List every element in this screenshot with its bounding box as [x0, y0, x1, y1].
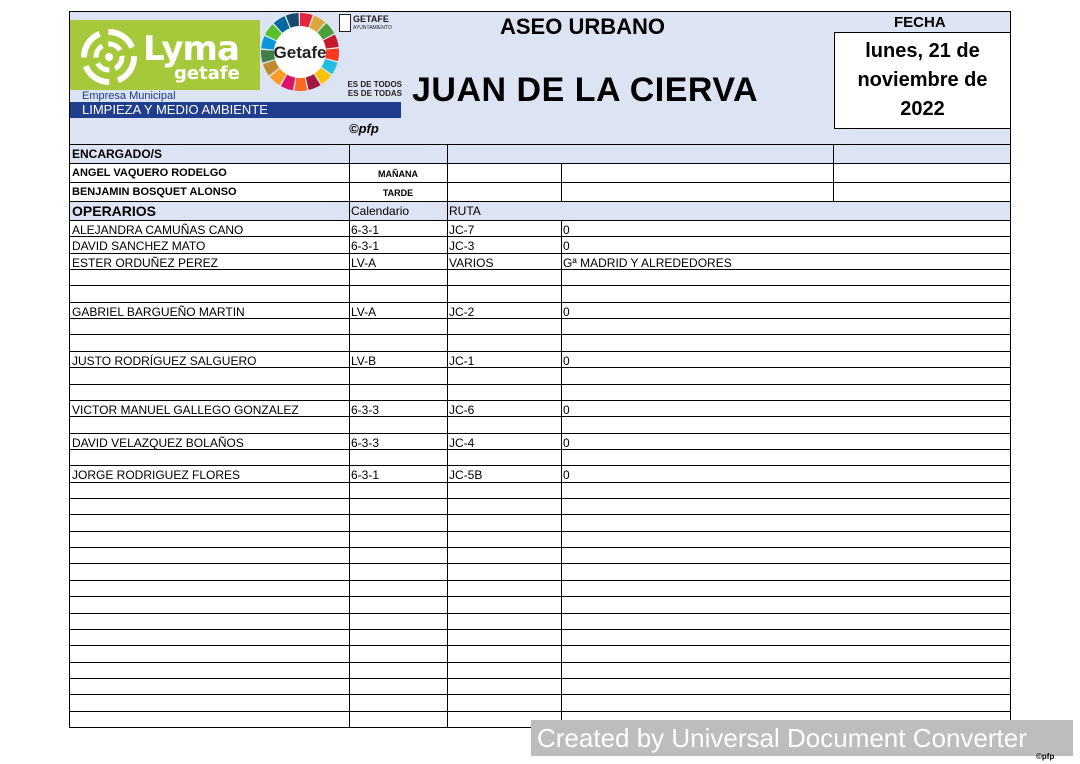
- operario-detalle: 0: [563, 353, 570, 368]
- encargado-turno: MAÑANA: [378, 169, 418, 179]
- fecha-line-2: noviembre de: [857, 69, 988, 91]
- operario-row: [70, 483, 1010, 499]
- operario-ruta: [447, 581, 561, 596]
- column-divider: [349, 202, 350, 220]
- encargado-name: ANGEL VAQUERO RODELGO: [72, 167, 227, 179]
- operario-ruta: [447, 499, 561, 514]
- operario-detalle: [561, 646, 1010, 661]
- column-divider: [447, 303, 448, 318]
- column-divider: [447, 417, 448, 432]
- column-divider: [447, 145, 448, 163]
- operario-name: [70, 581, 349, 596]
- operario-detalle: [561, 679, 1010, 694]
- operario-calendario: [349, 515, 447, 530]
- column-divider: [447, 466, 448, 481]
- lyma-swirl-icon: [80, 28, 138, 86]
- column-divider: [447, 183, 448, 201]
- column-divider: [561, 630, 562, 645]
- column-divider: [349, 368, 350, 383]
- operario-name: ESTER ORDUÑEZ PEREZ: [72, 255, 219, 270]
- location-title: JUAN DE LA CIERVA: [412, 71, 759, 109]
- operario-row: [70, 237, 1010, 253]
- copyright-label: ©pfp: [349, 121, 379, 136]
- crest-sub: AYUNTAMIENTO: [353, 25, 392, 31]
- operario-name: [70, 695, 349, 710]
- operario-ruta: [447, 548, 561, 563]
- column-divider: [349, 221, 350, 236]
- column-divider: [561, 499, 562, 514]
- operario-ruta: JC-3: [449, 239, 475, 253]
- column-divider: [349, 254, 350, 269]
- operario-row: [70, 221, 1010, 237]
- column-divider: [349, 183, 350, 201]
- operario-detalle: [561, 483, 1010, 498]
- column-divider: [561, 695, 562, 710]
- empresa-label: Empresa Municipal: [70, 90, 260, 102]
- operario-name: [70, 712, 349, 727]
- column-divider: [447, 695, 448, 710]
- operario-detalle: [561, 319, 1010, 334]
- operario-calendario: [349, 548, 447, 563]
- operario-ruta: [447, 483, 561, 498]
- operario-name: GABRIEL BARGUEÑO MARTIN: [72, 304, 245, 319]
- column-divider: [561, 564, 562, 579]
- operario-detalle: [561, 581, 1010, 596]
- column-divider: [349, 237, 350, 252]
- sheet-header: [70, 12, 1010, 145]
- column-divider: [561, 614, 562, 629]
- operario-row: [70, 335, 1010, 351]
- column-divider: [447, 663, 448, 678]
- column-divider: [561, 515, 562, 530]
- operario-calendario: [349, 319, 447, 334]
- operario-name: [70, 499, 349, 514]
- operario-detalle: 0: [563, 239, 570, 253]
- operario-ruta: JC-7: [449, 223, 475, 237]
- column-divider: [349, 401, 350, 416]
- operario-name: DAVID SANCHEZ MATO: [72, 239, 206, 253]
- column-divider: [561, 352, 562, 367]
- column-divider: [447, 614, 448, 629]
- column-divider: [561, 466, 562, 481]
- lyma-brand-text: Lyma: [143, 29, 239, 69]
- column-divider: [561, 483, 562, 498]
- operario-calendario: [349, 385, 447, 400]
- column-divider: [349, 145, 350, 163]
- column-divider: [561, 368, 562, 383]
- column-divider: [349, 319, 350, 334]
- column-divider: [349, 286, 350, 301]
- operario-name: [70, 614, 349, 629]
- operarios-title: OPERARIOS: [72, 203, 157, 219]
- column-divider: [349, 646, 350, 661]
- column-divider: [447, 319, 448, 334]
- operario-calendario: [349, 597, 447, 612]
- column-divider: [349, 695, 350, 710]
- column-divider: [561, 679, 562, 694]
- operario-row: [70, 254, 1010, 270]
- operario-row: [70, 401, 1010, 417]
- column-divider: [447, 581, 448, 596]
- column-divider: [447, 499, 448, 514]
- column-divider: [349, 663, 350, 678]
- operario-detalle: [561, 335, 1010, 350]
- operario-calendario: LV-B: [351, 353, 377, 368]
- operario-calendario: LV-A: [351, 304, 377, 319]
- operario-row: [70, 450, 1010, 466]
- column-divider: [349, 630, 350, 645]
- column-header-calendario: Calendario: [351, 204, 410, 218]
- operario-name: [70, 663, 349, 678]
- crest-shield-icon: [339, 14, 351, 32]
- operario-ruta: VARIOS: [449, 255, 494, 270]
- operario-calendario: [349, 368, 447, 383]
- operario-row: [70, 515, 1010, 531]
- operario-calendario: [349, 483, 447, 498]
- operario-ruta: [447, 515, 561, 530]
- operario-detalle: [561, 630, 1010, 645]
- column-divider: [349, 515, 350, 530]
- operario-ruta: JC-4: [449, 435, 475, 449]
- operario-ruta: [447, 630, 561, 645]
- column-divider: [349, 352, 350, 367]
- operario-name: [70, 483, 349, 498]
- operario-calendario: 6-3-1: [351, 468, 380, 482]
- column-divider: [561, 532, 562, 547]
- column-divider: [447, 548, 448, 563]
- column-divider: [561, 221, 562, 236]
- operario-ruta: [447, 319, 561, 334]
- operario-ruta: JC-2: [449, 304, 475, 319]
- operario-detalle: [561, 614, 1010, 629]
- operario-row: [70, 532, 1010, 548]
- operario-detalle: Gª MADRID Y ALREDEDORES: [563, 255, 732, 270]
- column-divider: [447, 352, 448, 367]
- fecha-line-3: 2022: [900, 98, 945, 120]
- eslogan-line-1: ES DE TODOS: [347, 80, 402, 89]
- operario-row: [70, 630, 1010, 646]
- operario-calendario: [349, 581, 447, 596]
- column-divider: [349, 483, 350, 498]
- operario-name: ALEJANDRA CAMUÑAS CANO: [72, 223, 244, 237]
- column-divider: [349, 581, 350, 596]
- operario-calendario: [349, 630, 447, 645]
- column-divider: [561, 164, 562, 182]
- column-divider: [561, 401, 562, 416]
- column-divider: [447, 712, 448, 727]
- operario-name: [70, 335, 349, 350]
- operario-detalle: [561, 564, 1010, 579]
- operario-row: [70, 679, 1010, 695]
- operario-ruta: [447, 679, 561, 694]
- column-divider: [561, 417, 562, 432]
- operario-row: [70, 466, 1010, 482]
- spreadsheet-page: [69, 11, 1011, 728]
- operario-detalle: [561, 450, 1010, 465]
- operario-calendario: [349, 286, 447, 301]
- operario-detalle: [561, 417, 1010, 432]
- watermark: Created by Universal Document Converter: [531, 720, 1073, 756]
- operario-row: [70, 417, 1010, 433]
- column-divider: [447, 254, 448, 269]
- column-divider: [561, 303, 562, 318]
- operario-calendario: [349, 646, 447, 661]
- column-divider: [349, 303, 350, 318]
- operario-calendario: 6-3-3: [351, 402, 380, 417]
- column-divider: [447, 335, 448, 350]
- operario-row: [70, 499, 1010, 515]
- operario-row: [70, 270, 1010, 286]
- column-divider: [349, 597, 350, 612]
- operario-row: [70, 368, 1010, 384]
- operario-detalle: [561, 385, 1010, 400]
- encargado-turno: TARDE: [382, 188, 414, 198]
- operario-detalle: [561, 499, 1010, 514]
- getafe-sdg-wheel-icon: [260, 12, 340, 92]
- column-divider: [447, 401, 448, 416]
- operario-row: [70, 286, 1010, 302]
- operario-row: [70, 352, 1010, 368]
- column-divider: [561, 548, 562, 563]
- operario-detalle: 0: [563, 402, 570, 417]
- operario-name: JUSTO RODRÍGUEZ SALGUERO: [72, 353, 257, 368]
- operario-name: JORGE RODRIGUEZ FLORES: [72, 468, 241, 482]
- operario-detalle: [561, 286, 1010, 301]
- column-divider: [447, 679, 448, 694]
- footer-note: ©pfp: [1036, 752, 1055, 761]
- operario-name: [70, 368, 349, 383]
- operario-detalle: 0: [563, 223, 570, 237]
- operario-detalle: 0: [563, 468, 570, 482]
- operario-ruta: [447, 532, 561, 547]
- column-divider: [447, 237, 448, 252]
- column-divider: [447, 450, 448, 465]
- column-divider: [447, 646, 448, 661]
- operario-detalle: [561, 663, 1010, 678]
- operario-ruta: [447, 646, 561, 661]
- operario-row: [70, 614, 1010, 630]
- operario-name: [70, 286, 349, 301]
- column-divider: [561, 450, 562, 465]
- column-divider: [447, 564, 448, 579]
- lyma-logo: [70, 20, 260, 92]
- operarios-header-row: [70, 202, 1010, 221]
- operario-name: [70, 679, 349, 694]
- operario-row: [70, 548, 1010, 564]
- operario-ruta: [447, 335, 561, 350]
- operario-calendario: [349, 270, 447, 285]
- operario-row: [70, 564, 1010, 580]
- column-divider: [561, 434, 562, 449]
- operario-calendario: [349, 499, 447, 514]
- operario-name: [70, 515, 349, 530]
- column-header-ruta: RUTA: [449, 204, 481, 218]
- column-divider: [447, 515, 448, 530]
- operario-name: [70, 532, 349, 547]
- lyma-brand-sub: getafe: [174, 63, 240, 84]
- operario-detalle: [561, 597, 1010, 612]
- operario-calendario: [349, 695, 447, 710]
- crest-label: GETAFE: [353, 14, 389, 24]
- operario-calendario: 6-3-1: [351, 223, 380, 237]
- fecha-line-1: lunes, 21 de: [865, 40, 980, 62]
- column-divider: [349, 679, 350, 694]
- column-divider: [561, 385, 562, 400]
- operario-ruta: [447, 286, 561, 301]
- column-divider: [561, 319, 562, 334]
- operario-calendario: 6-3-3: [351, 435, 380, 449]
- operario-calendario: [349, 663, 447, 678]
- operario-name: [70, 630, 349, 645]
- operario-ruta: [447, 450, 561, 465]
- operario-ruta: [447, 385, 561, 400]
- operario-calendario: [349, 450, 447, 465]
- column-divider: [447, 270, 448, 285]
- fecha-label: FECHA: [894, 14, 946, 31]
- column-divider: [561, 335, 562, 350]
- column-divider: [349, 270, 350, 285]
- operario-ruta: JC-5B: [449, 468, 483, 482]
- fecha-value: [834, 32, 1011, 129]
- operario-detalle: [561, 695, 1010, 710]
- column-divider: [561, 237, 562, 252]
- operario-row: [70, 319, 1010, 335]
- column-divider: [349, 614, 350, 629]
- column-divider: [447, 597, 448, 612]
- operario-calendario: [349, 532, 447, 547]
- operario-detalle: 0: [563, 304, 570, 319]
- operario-detalle: [561, 548, 1010, 563]
- operario-ruta: [447, 368, 561, 383]
- column-divider: [447, 434, 448, 449]
- operario-detalle: [561, 368, 1010, 383]
- operario-name: [70, 597, 349, 612]
- encargados-header-row: [70, 145, 1010, 164]
- column-divider: [447, 221, 448, 236]
- operario-ruta: JC-1: [449, 353, 475, 368]
- operario-row: [70, 581, 1010, 597]
- operario-row: [70, 695, 1010, 711]
- operario-name: [70, 646, 349, 661]
- operario-name: [70, 270, 349, 285]
- column-divider: [349, 548, 350, 563]
- operario-detalle: [561, 532, 1010, 547]
- department-label: LIMPIEZA Y MEDIO AMBIENTE: [70, 102, 401, 118]
- column-divider: [349, 466, 350, 481]
- operario-name: [70, 417, 349, 432]
- column-divider: [561, 581, 562, 596]
- encargados-title: ENCARGADO/S: [72, 147, 163, 161]
- column-divider: [447, 368, 448, 383]
- operario-ruta: [447, 614, 561, 629]
- operario-name: [70, 319, 349, 334]
- operario-ruta: [447, 417, 561, 432]
- column-divider: [349, 499, 350, 514]
- operario-detalle: 0: [563, 435, 570, 449]
- column-divider: [349, 417, 350, 432]
- eslogan-line-2: ES DE TODAS: [347, 89, 402, 98]
- column-divider: [447, 630, 448, 645]
- operario-ruta: [447, 564, 561, 579]
- column-divider: [349, 712, 350, 727]
- column-divider: [561, 270, 562, 285]
- operario-detalle: [561, 515, 1010, 530]
- column-divider: [561, 183, 562, 201]
- operario-name: [70, 450, 349, 465]
- operario-name: [70, 385, 349, 400]
- operario-calendario: [349, 614, 447, 629]
- operario-calendario: 6-3-1: [351, 239, 380, 253]
- eslogan: [334, 80, 402, 98]
- operario-calendario: [349, 712, 447, 727]
- operario-calendario: [349, 564, 447, 579]
- operario-calendario: [349, 335, 447, 350]
- column-divider: [447, 286, 448, 301]
- operario-row: [70, 646, 1010, 662]
- column-divider: [561, 663, 562, 678]
- encargado-name: BENJAMIN BOSQUET ALONSO: [72, 186, 237, 198]
- operario-calendario: LV-A: [351, 255, 377, 270]
- encargado-row: [70, 183, 1010, 202]
- column-divider: [349, 335, 350, 350]
- column-divider: [447, 385, 448, 400]
- operario-row: [70, 303, 1010, 319]
- column-divider: [561, 646, 562, 661]
- operario-ruta: [447, 597, 561, 612]
- operario-calendario: [349, 679, 447, 694]
- column-divider: [833, 164, 834, 182]
- wheel-label: Getafe: [273, 43, 327, 62]
- column-divider: [833, 183, 834, 201]
- column-divider: [833, 145, 834, 163]
- page-title: ASEO URBANO: [500, 14, 666, 39]
- column-divider: [349, 164, 350, 182]
- column-divider: [349, 434, 350, 449]
- column-divider: [561, 254, 562, 269]
- column-divider: [561, 286, 562, 301]
- operario-name: VICTOR MANUEL GALLEGO GONZALEZ: [72, 402, 299, 417]
- operario-calendario: [349, 417, 447, 432]
- column-divider: [447, 164, 448, 182]
- operario-row: [70, 385, 1010, 401]
- column-divider: [447, 483, 448, 498]
- column-divider: [349, 532, 350, 547]
- column-divider: [447, 202, 448, 220]
- column-divider: [349, 564, 350, 579]
- operario-row: [70, 434, 1010, 450]
- column-divider: [349, 450, 350, 465]
- operario-ruta: [447, 270, 561, 285]
- encargado-row: [70, 164, 1010, 183]
- column-divider: [349, 385, 350, 400]
- operario-ruta: [447, 695, 561, 710]
- operario-detalle: [561, 270, 1010, 285]
- operario-name: [70, 564, 349, 579]
- operario-row: [70, 597, 1010, 613]
- column-divider: [447, 532, 448, 547]
- operario-ruta: JC-6: [449, 402, 475, 417]
- operario-name: DAVID VELAZQUEZ BOLAÑOS: [72, 435, 244, 449]
- column-divider: [561, 597, 562, 612]
- operario-ruta: [447, 663, 561, 678]
- operario-row: [70, 663, 1010, 679]
- operario-name: [70, 548, 349, 563]
- getafe-crest: [339, 14, 399, 36]
